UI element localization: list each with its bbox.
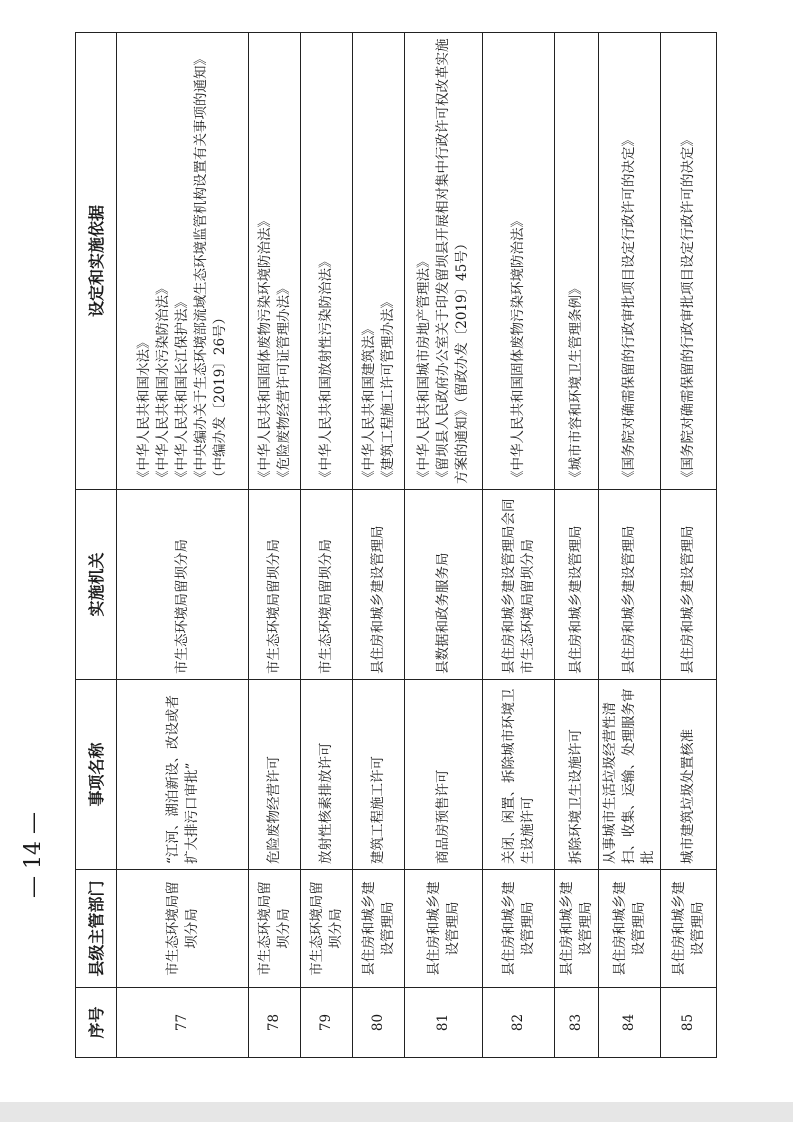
basis-line: 《中华人民共和国放射性污染防治法》 xyxy=(318,254,334,484)
permit-table xyxy=(75,32,717,1058)
table-row xyxy=(249,33,301,1058)
rotated-table-container xyxy=(75,33,706,1058)
header-agency: 实施机关 xyxy=(76,490,117,680)
table-row xyxy=(599,33,661,1058)
row-no: 85 xyxy=(661,988,717,1058)
basis-line: 《国务院对确需保留的行政审批项目设定行政许可的决定》 xyxy=(680,133,696,484)
row-dept: 县住房和城乡建设管理局 xyxy=(483,870,555,988)
table-body xyxy=(117,33,717,1058)
page-number: — 14 — xyxy=(21,812,46,898)
row-no: 80 xyxy=(353,988,405,1058)
row-dept: 市生态环境局留坝分局 xyxy=(117,870,249,988)
basis-line: 《城市市容和环境卫生管理条例》 xyxy=(568,281,584,484)
row-agency: 市生态环境局留坝分局 xyxy=(117,490,249,680)
basis-line: 《中华人民共和国城市房地产管理法》 xyxy=(416,254,432,484)
row-item: 关闭、闲置、拆除城市环境卫生设施许可 xyxy=(483,680,555,870)
row-no: 77 xyxy=(117,988,249,1058)
row-agency: 县住房和城乡建设管理局 xyxy=(599,490,661,680)
basis-line: 《留坝县人民政府办公室关于印发留坝县开展相对集中行政许可权改革实施方案的通知》（留政办发〔2019〕45号） xyxy=(435,38,470,484)
page-number-container xyxy=(4,790,64,920)
row-basis xyxy=(483,33,555,490)
row-item: 拆除环境卫生设施许可 xyxy=(555,680,599,870)
row-no: 79 xyxy=(301,988,353,1058)
row-basis xyxy=(353,33,405,490)
row-agency: 县住房和城乡建设管理局 xyxy=(353,490,405,680)
row-dept: 市生态环境局留坝分局 xyxy=(301,870,353,988)
basis-line: 《中华人民共和国水法》 xyxy=(136,335,152,484)
table-row xyxy=(555,33,599,1058)
table-row xyxy=(661,33,717,1058)
row-item: 建筑工程施工许可 xyxy=(353,680,405,870)
row-basis xyxy=(301,33,353,490)
row-dept: 县住房和城乡建设管理局 xyxy=(599,870,661,988)
row-no: 83 xyxy=(555,988,599,1058)
row-agency: 县住房和城乡建设管理局 xyxy=(555,490,599,680)
scan-edge-shade xyxy=(0,1102,793,1122)
row-item: 从事城市生活垃圾经营性清扫、收集、运输、处理服务审批 xyxy=(599,680,661,870)
row-agency: 县数据和政务服务局 xyxy=(405,490,483,680)
basis-line: 《中华人民共和国建筑法》 xyxy=(360,322,377,484)
table-header-row xyxy=(76,33,117,1058)
row-dept: 县住房和城乡建设管理局 xyxy=(405,870,483,988)
row-agency: 市生态环境局留坝分局 xyxy=(249,490,301,680)
row-basis xyxy=(117,33,249,490)
basis-line: 《中华人民共和国固体废物污染环境防治法》 xyxy=(510,214,526,484)
header-no: 序号 xyxy=(76,988,117,1058)
row-item: 危险废物经营许可 xyxy=(249,680,301,870)
row-agency: 县住房和城乡建设管理局会同市生态环境局留坝分局 xyxy=(483,490,555,680)
table-row xyxy=(301,33,353,1058)
row-no: 84 xyxy=(599,988,661,1058)
row-item: 商品房预售许可 xyxy=(405,680,483,870)
row-item: 放射性核素排放许可 xyxy=(301,680,353,870)
row-basis xyxy=(661,33,717,490)
header-item: 事项名称 xyxy=(76,680,117,870)
basis-line: 《危险废物经营许可证管理办法》 xyxy=(275,281,292,484)
header-dept: 县级主管部门 xyxy=(76,870,117,988)
row-basis xyxy=(599,33,661,490)
basis-line: 《国务院对确需保留的行政审批项目设定行政许可的决定》 xyxy=(621,133,637,484)
table-row xyxy=(117,33,249,1058)
basis-line: 《建筑工程施工许可管理办法》 xyxy=(379,295,396,484)
basis-line: 《中华人民共和国长江保护法》 xyxy=(174,295,190,484)
basis-line: 《中央编办关于生态环境部流域生态环境监管机构设置有关事项的通知》（中编办发〔2019〕26号） xyxy=(193,52,228,484)
row-dept: 市生态环境局留坝分局 xyxy=(249,870,301,988)
row-no: 81 xyxy=(405,988,483,1058)
table-row xyxy=(483,33,555,1058)
row-dept: 县住房和城乡建设管理局 xyxy=(353,870,405,988)
row-dept: 县住房和城乡建设管理局 xyxy=(555,870,599,988)
row-no: 82 xyxy=(483,988,555,1058)
row-basis xyxy=(249,33,301,490)
row-dept: 县住房和城乡建设管理局 xyxy=(661,870,717,988)
basis-line: 《中华人民共和国水污染防治法》 xyxy=(155,281,171,484)
row-no: 78 xyxy=(249,988,301,1058)
row-agency: 县住房和城乡建设管理局 xyxy=(661,490,717,680)
row-basis xyxy=(555,33,599,490)
row-basis xyxy=(405,33,483,490)
table-row xyxy=(405,33,483,1058)
header-basis: 设定和实施依据 xyxy=(76,33,117,490)
table-row xyxy=(353,33,405,1058)
row-item: 城市建筑垃圾处置核准 xyxy=(661,680,717,870)
row-agency: 市生态环境局留坝分局 xyxy=(301,490,353,680)
basis-line: 《中华人民共和国固体废物污染环境防治法》 xyxy=(256,214,273,484)
row-item: “江河、湖泊新设、改设或者扩大排污口审批” xyxy=(117,680,249,870)
